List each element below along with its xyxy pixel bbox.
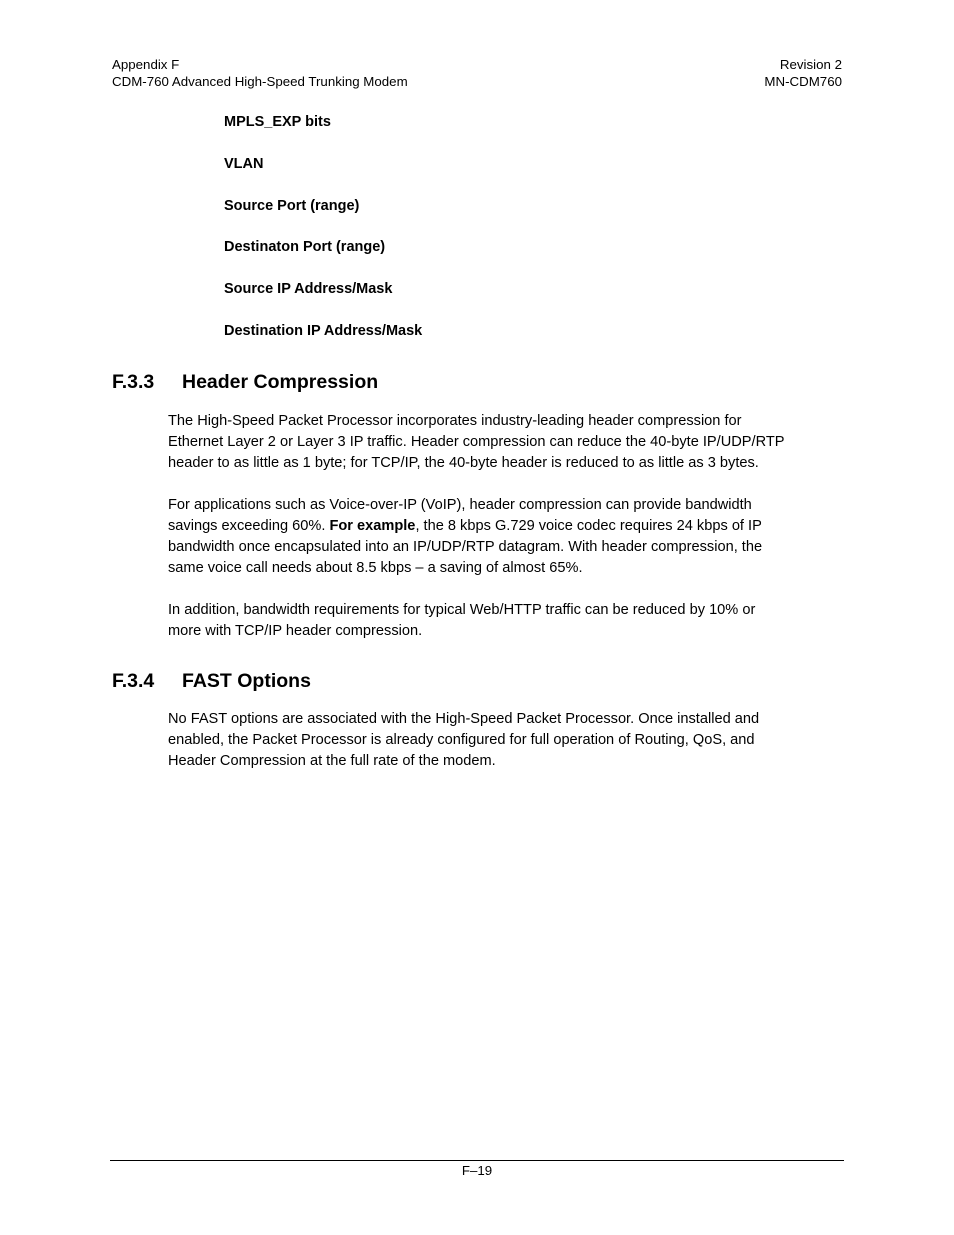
text-line: For applications such as Voice-over-IP (VoIP), header compression can provide bandwidth <box>168 497 752 513</box>
text-line: In addition, bandwidth requirements for typical Web/HTTP traffic can be reduced by 10% or <box>168 602 756 618</box>
section-heading-fast-options <box>112 669 311 693</box>
text-line: No FAST options are associated with the High-Speed Packet Processor. Once installed and <box>168 711 760 727</box>
field-list-item: Destinaton Port (range) <box>224 239 386 256</box>
paragraph <box>168 709 838 772</box>
page-header-right <box>764 56 842 90</box>
field-list-item: Destination IP Address/Mask <box>224 322 423 339</box>
text-line: more with TCP/IP header compression. <box>168 623 423 639</box>
section-title: FAST Options <box>182 670 311 692</box>
text-line: Header Compression at the full rate of the modem. <box>168 753 496 769</box>
text-line: same voice call needs about 8.5 kbps – a saving of almost 65%. <box>168 560 583 576</box>
appendix-label: Appendix F <box>112 57 180 72</box>
revision-label: Revision 2 <box>779 57 842 72</box>
manual-number: MN-CDM760 <box>764 74 842 89</box>
document-title: CDM-760 Advanced High-Speed Trunking Modem <box>112 74 408 89</box>
text-run: , the 8 kbps G.729 voice codec requires 24 kbps of IP <box>415 518 762 534</box>
section-number: F.3.4 <box>112 670 155 692</box>
classification-field-list <box>224 112 422 363</box>
field-list-item: Source Port (range) <box>224 197 360 214</box>
field-list-item: VLAN <box>224 155 264 172</box>
text-line <box>168 516 838 537</box>
text-line: bandwidth once encapsulated into an IP/UDP/RTP datagram. With header compression, the <box>168 539 763 555</box>
section-number: F.3.3 <box>112 371 155 393</box>
field-list-item: MPLS_EXP bits <box>224 114 331 130</box>
fast-options-body <box>168 709 838 793</box>
text-run: savings exceeding 60%. <box>168 518 330 534</box>
section-heading-header-compression <box>112 370 378 394</box>
paragraph <box>168 411 838 474</box>
paragraph <box>168 600 838 642</box>
header-compression-body <box>168 411 838 663</box>
text-line: The High-Speed Packet Processor incorporates industry-leading header compression for <box>168 413 742 429</box>
page-number: F–19 <box>461 1163 493 1178</box>
section-title: Header Compression <box>182 371 379 393</box>
field-list-item: Source IP Address/Mask <box>224 281 393 298</box>
text-line: header to as little as 1 byte; for TCP/IP, the 40-byte header is reduced to as little as 3 bytes. <box>168 455 759 471</box>
paragraph <box>168 495 838 579</box>
footer-divider <box>110 1160 844 1161</box>
emphasis-text: For example <box>329 518 416 534</box>
page-header-left <box>112 56 408 90</box>
text-line: enabled, the Packet Processor is already configured for full operation of Routing, QoS, and <box>168 732 755 748</box>
text-line: Ethernet Layer 2 or Layer 3 IP traffic. Header compression can reduce the 40-byte IP/UDP/RTP <box>168 434 785 450</box>
